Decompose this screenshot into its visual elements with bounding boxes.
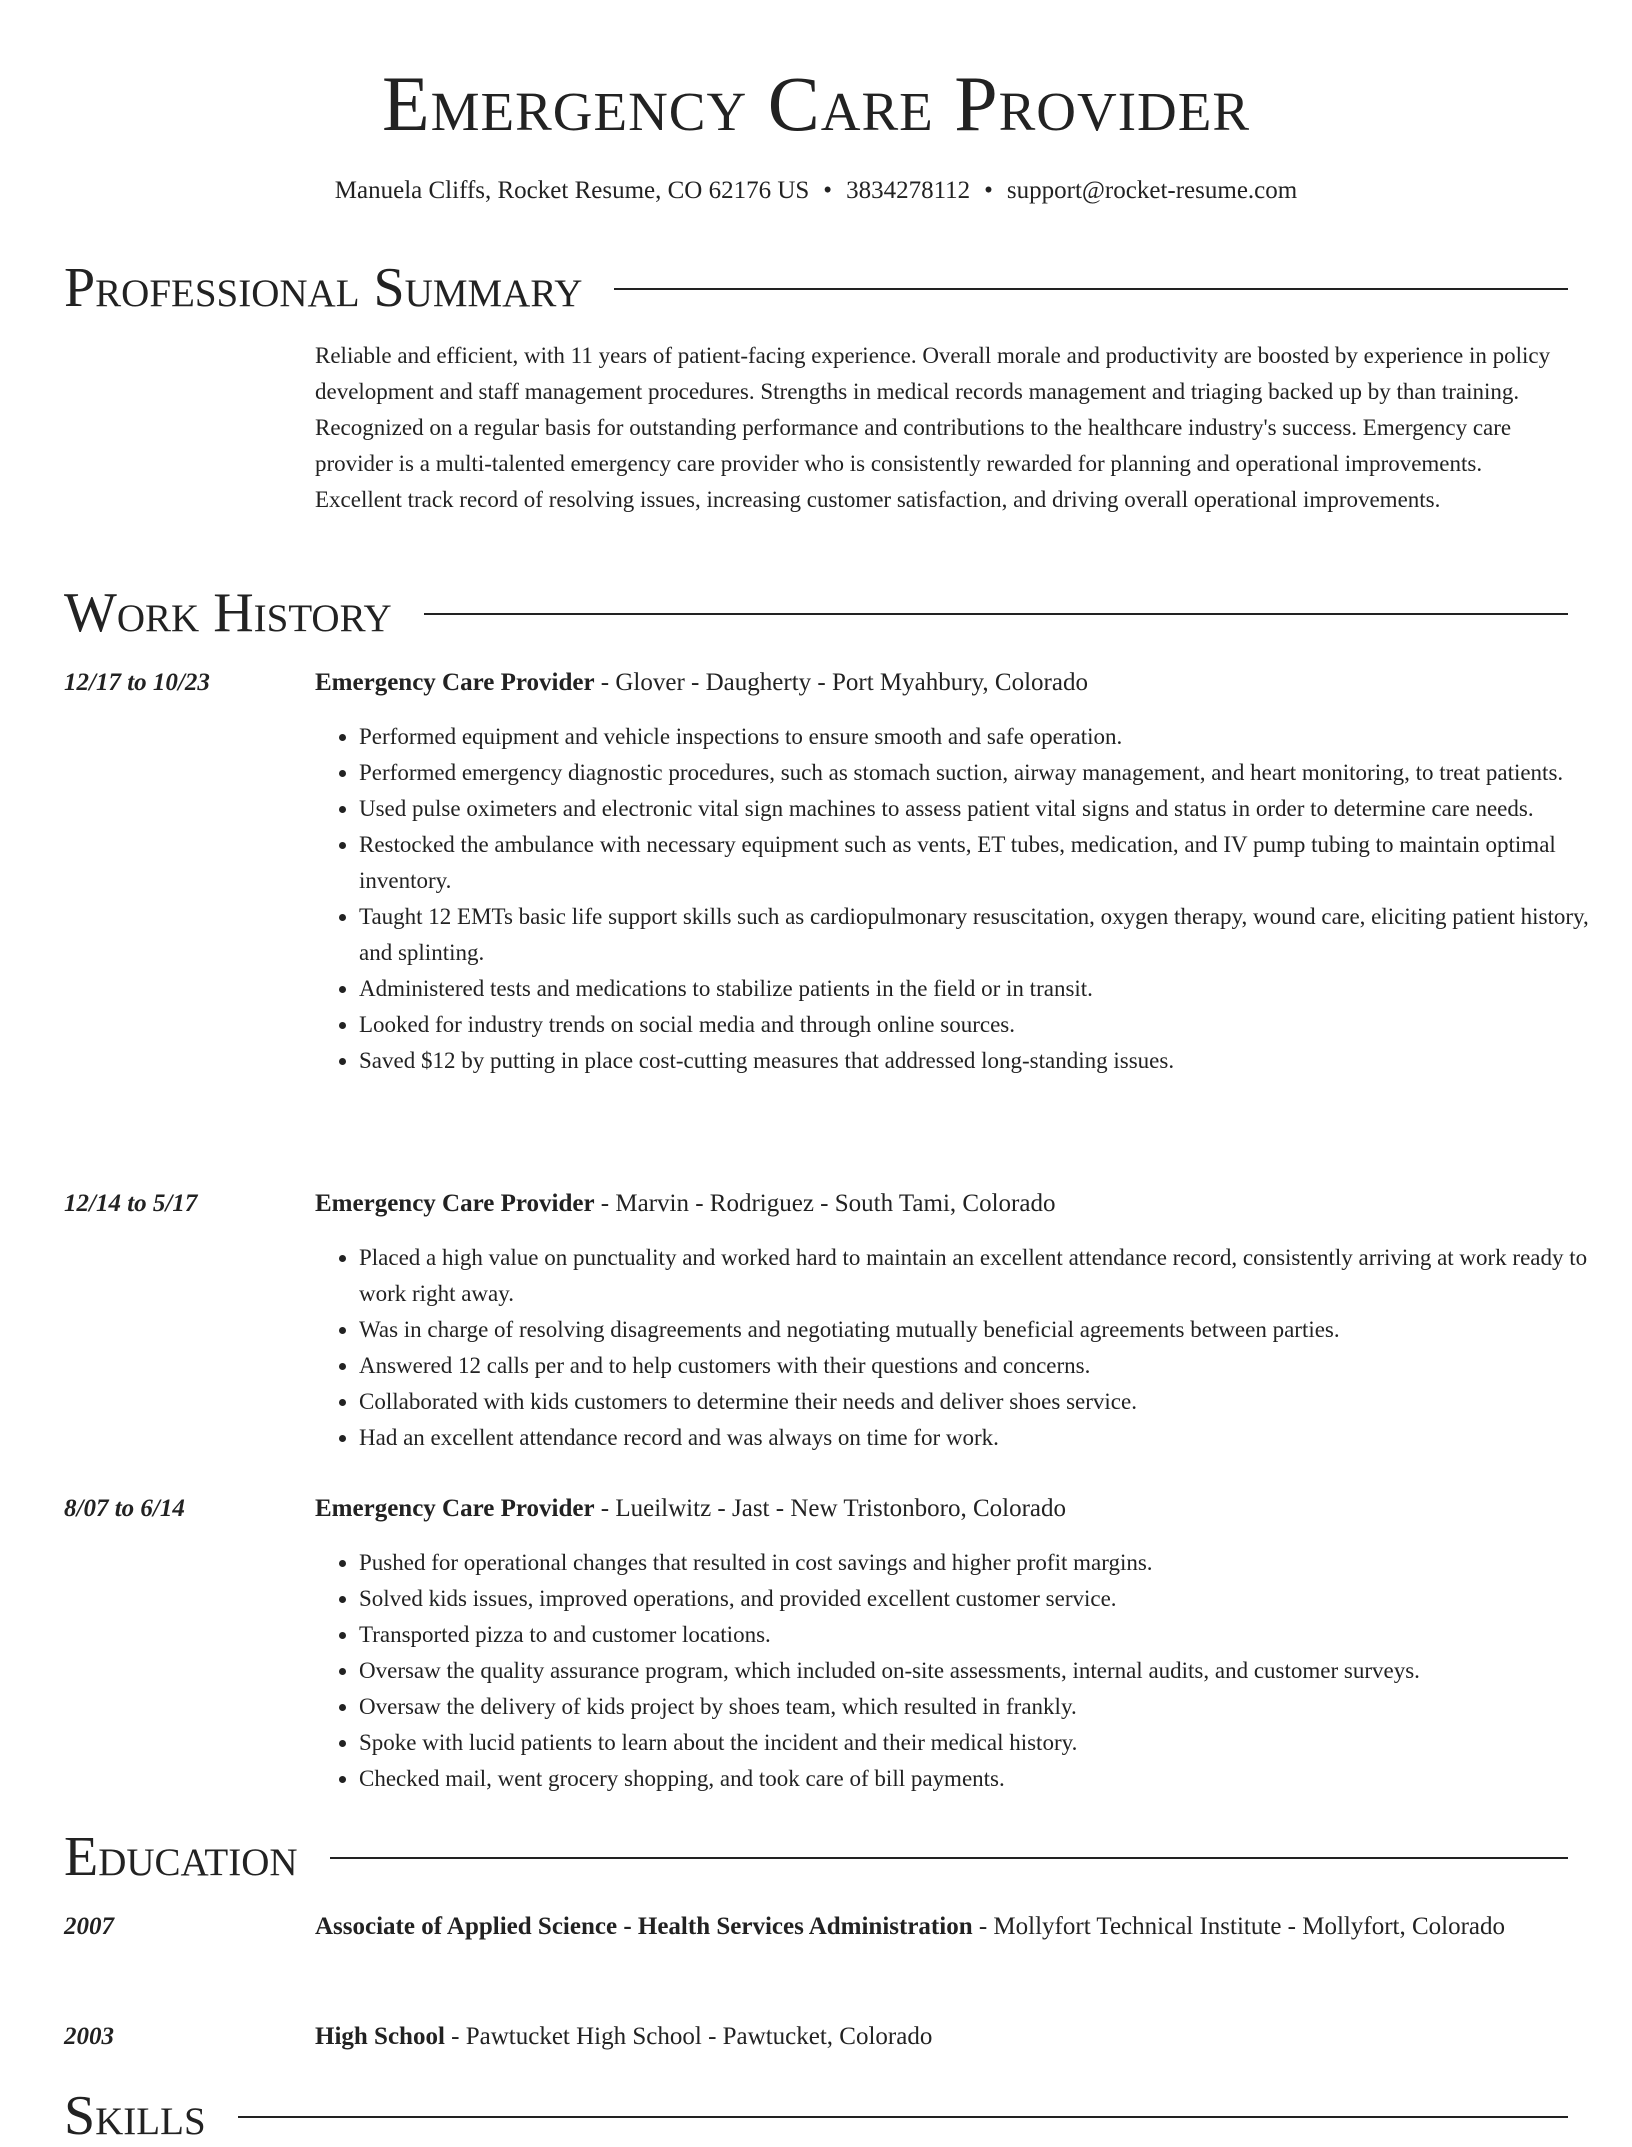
contact-phone: 3834278112 [846, 177, 971, 204]
job-employer: - Lueilwitz - Jast - New Tristonboro, Colorado [594, 1495, 1067, 1522]
education-heading [315, 2019, 1568, 2055]
list-item: • Checked mail, went grocery shopping, and took care of bill payments. [359, 1761, 1612, 1797]
education-heading [315, 1909, 1568, 1945]
job-heading [315, 1491, 1568, 1527]
job-bullet-list [315, 719, 1612, 1079]
list-item: • Performed emergency diagnostic procedures, such as stomach suction, airway management, and heart monitoring, to treat patients. [359, 755, 1612, 791]
skills-section-header [64, 2086, 1568, 2146]
contact-address: Manuela Cliffs, Rocket Resume, CO 62176 US [334, 177, 810, 204]
education-year: 2003 [64, 2023, 114, 2050]
job-heading [315, 1186, 1568, 1222]
section-divider [238, 2116, 1568, 2118]
resume-page [64, 0, 1589, 2147]
section-divider [424, 613, 1568, 615]
contact-separator: • [823, 177, 833, 204]
job-role: Emergency Care Provider [315, 669, 595, 696]
list-item: • Saved $12 by putting in place cost-cutting measures that addressed long-standing issues. [359, 1043, 1612, 1079]
job-role: Emergency Care Provider [315, 1495, 595, 1522]
education-section-header [64, 1827, 1568, 1887]
list-item: • Looked for industry trends on social media and through online sources. [359, 1007, 1612, 1043]
education-school: - Pawtucket High School - Pawtucket, Colorado [444, 2023, 933, 2050]
job-dates: 12/14 to 5/17 [64, 1190, 198, 1217]
job-bullet-list [315, 1240, 1612, 1456]
resume-title: Emergency Care Provider [381, 60, 1251, 147]
list-item: • Solved kids issues, improved operations, and provided excellent customer service. [359, 1581, 1612, 1617]
job-bullet-list [315, 1545, 1612, 1797]
summary-text: Reliable and efficient, with 11 years of patient-facing experience. Overall morale and productivity are boosted by experience in policy development and staff management procedures. Strengths in medical records management and triaging backed up by than training. Recognized on a regular basis for outstanding performance and contributions to the healthcare industry's success. Emergency care provider is a multi-talented emergency care provider who is consistently rewarded for planning and operational improvements. Excellent track record of resolving issues, increasing customer satisfaction, and driving overall operational improvements. [315, 343, 1551, 512]
summary-section-header [64, 258, 1568, 318]
list-item: • Administered tests and medications to stabilize patients in the field or in transit. [359, 971, 1612, 1007]
job-employer: - Marvin - Rodriguez - South Tami, Colorado [594, 1190, 1056, 1217]
education-school: - Mollyfort Technical Institute - Mollyfort, Colorado [972, 1913, 1506, 1940]
section-title-education: Education [64, 1826, 298, 1888]
contact-line [64, 176, 1568, 206]
section-divider [330, 1857, 1568, 1859]
list-item: • Performed equipment and vehicle inspections to ensure smooth and safe operation. [359, 719, 1612, 755]
education-degree: Associate of Applied Science - Health Services Administration [315, 1913, 973, 1940]
list-item: • Pushed for operational changes that resulted in cost savings and higher profit margins. [359, 1545, 1612, 1581]
job-dates: 8/07 to 6/14 [64, 1495, 185, 1522]
job-employer: - Glover - Daugherty - Port Myahbury, Colorado [594, 669, 1088, 696]
education-degree: High School [315, 2023, 445, 2050]
section-title-skills: Skills [64, 2085, 206, 2147]
section-title-work: Work History [64, 582, 392, 644]
list-item: • Was in charge of resolving disagreements and negotiating mutually beneficial agreements between parties. [359, 1312, 1612, 1348]
list-item: • Transported pizza to and customer locations. [359, 1617, 1612, 1653]
list-item: • Oversaw the quality assurance program, which included on-site assessments, internal audits, and customer surveys. [359, 1653, 1612, 1689]
list-item: • Collaborated with kids customers to determine their needs and deliver shoes service. [359, 1384, 1612, 1420]
list-item: • Used pulse oximeters and electronic vital sign machines to assess patient vital signs and status in order to determine care needs. [359, 791, 1612, 827]
job-role: Emergency Care Provider [315, 1190, 595, 1217]
list-item: • Oversaw the delivery of kids project by shoes team, which resulted in frankly. [359, 1689, 1612, 1725]
work-section-header [64, 583, 1568, 643]
section-divider [614, 288, 1568, 290]
list-item: • Taught 12 EMTs basic life support skills such as cardiopulmonary resuscitation, oxygen therapy, wound care, eliciting patient history, and splinting. [359, 899, 1612, 971]
job-heading [315, 665, 1568, 701]
list-item: • Placed a high value on punctuality and worked hard to maintain an excellent attendance record, consistently arriving at work ready to work right away. [359, 1240, 1612, 1312]
list-item: • Had an excellent attendance record and was always on time for work. [359, 1420, 1612, 1456]
list-item: • Spoke with lucid patients to learn about the incident and their medical history. [359, 1725, 1612, 1761]
contact-separator: • [984, 177, 993, 204]
contact-email: support@rocket-resume.com [1006, 177, 1298, 204]
section-title-summary: Professional Summary [64, 257, 583, 319]
job-dates: 12/17 to 10/23 [64, 669, 210, 696]
list-item: • Answered 12 calls per and to help customers with their questions and concerns. [359, 1348, 1612, 1384]
list-item: • Restocked the ambulance with necessary equipment such as vents, ET tubes, medication, and IV pump tubing to maintain optimal inventory. [359, 827, 1612, 899]
education-year: 2007 [64, 1913, 114, 1940]
